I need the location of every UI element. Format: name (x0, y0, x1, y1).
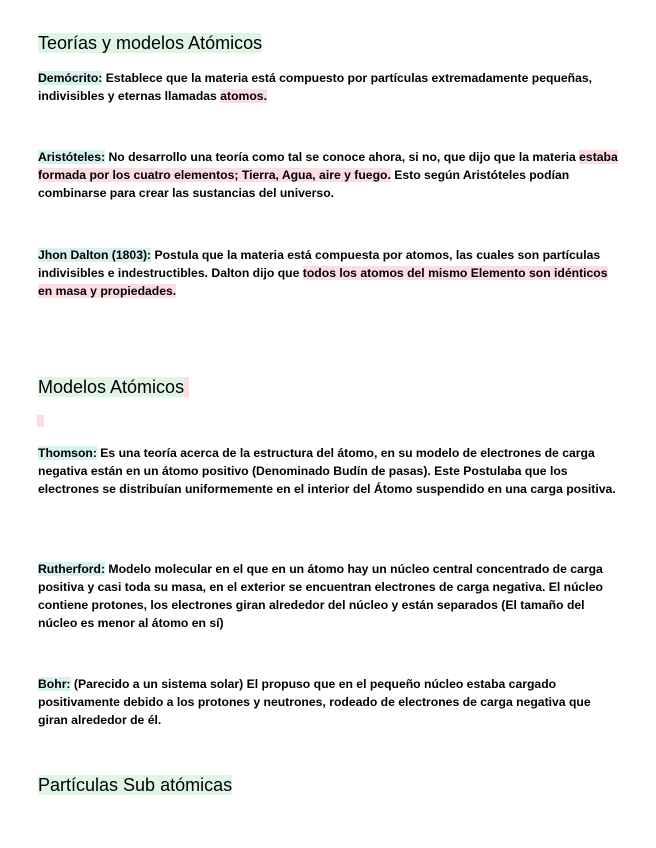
aristoteles-text-2: Esto según Aristóteles podían combinarse para crear las sustancias del universo. (38, 168, 570, 200)
dalton-text: Postula que la materia está compuesta por atomos, las cuales son partículas indivisibles e indestructibles. Dalton dijo que (38, 248, 601, 280)
paragraph-democrito (38, 69, 622, 105)
aristoteles-highlight: estaba formada por los cuatro elementos; Tierra, Agua, aire y fuego. (38, 150, 618, 182)
term-aristoteles: Aristóteles: (38, 150, 106, 164)
paragraph-aristoteles (38, 148, 622, 202)
thomson-text: Es una teoría acerca de la estructura del átomo, en su modelo de electrones de carga negativa están en un átomo positivo (Denominado Budín de pasas). Este Postulaba que los electrones se distribuían uniformemente en el interior del Átomo suspendido en una carga positiva. (38, 446, 616, 496)
term-rutherford: Rutherford: (38, 562, 106, 576)
democrito-highlight: atomos. (220, 89, 267, 103)
heading-models-mark (184, 377, 189, 397)
democrito-text: Establece que la materia está compuesto por partículas extremadamente pequeñas, indivisibles y eternas llamadas (38, 71, 593, 103)
paragraph-rutherford (38, 560, 622, 632)
paragraph-dalton (38, 246, 622, 300)
aristoteles-text-1: No desarrollo una teoría como tal se conoce ahora, si no, que dijo que la materia (105, 150, 580, 164)
paragraph-bohr (38, 675, 622, 729)
term-dalton: Jhon Dalton (1803): (38, 248, 152, 262)
heading-particles-text: Partículas Sub atómicas (38, 775, 233, 795)
dalton-highlight: todos los atomos del mismo Elemento son idénticos en masa y propiedades. (38, 266, 608, 298)
highlight-mark (37, 415, 44, 427)
heading-models (38, 376, 189, 398)
heading-models-text: Modelos Atómicos (38, 377, 185, 397)
paragraph-thomson (38, 444, 622, 498)
term-thomson: Thomson: (38, 446, 97, 460)
term-democrito: Demócrito: (38, 71, 103, 85)
heading-theories-text: Teorías y modelos Atómicos (38, 33, 263, 53)
rutherford-text: Modelo molecular en el que en un átomo hay un núcleo central concentrado de carga positiva y casi toda su masa, en el exterior se encuentran electrones de carga negativa. El núcleo contiene protones, los electrones giran alrededor del núcleo y están separados (El tamaño del núcleo es menor al átomo en sí) (38, 562, 603, 630)
bohr-text: (Parecido a un sistema solar) El propuso que en el pequeño núcleo estaba cargado positivamente debido a los protones y neutrones, rodeado de electrones de carga negativa que giran alrededor de él. (38, 677, 591, 727)
heading-particles (38, 774, 232, 796)
heading-theories (38, 32, 262, 54)
term-bohr: Bohr: (38, 677, 71, 691)
